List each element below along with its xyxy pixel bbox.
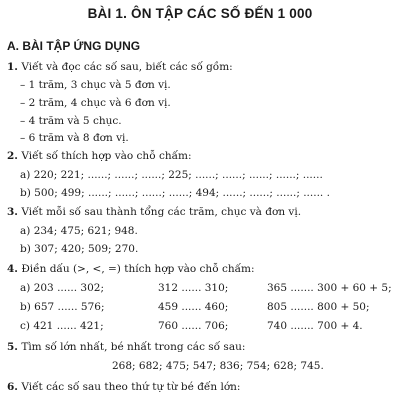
list-item: – 1 trăm, 3 chục và 5 đơn vị.	[20, 79, 171, 91]
question-4	[7, 263, 255, 275]
comparison-cell: a) 203 ...... 302;	[20, 282, 105, 294]
list-item: a) 234; 475; 621; 948.	[20, 225, 138, 237]
section-heading: A. BÀI TẬP ỨNG DỤNG	[7, 39, 141, 53]
question-text: Điền dấu (>, <, =) thích hợp vào chỗ chấm:	[21, 263, 255, 275]
list-item: b) 307; 420; 509; 270.	[20, 243, 139, 255]
question-text: Viết số thích hợp vào chỗ chấm:	[21, 150, 192, 162]
comparison-cell: 740 ....... 700 + 4.	[267, 320, 363, 332]
question-6	[7, 381, 240, 393]
list-item: b) 500; 499; ......; ......; ......; ......; 494; ......; ......; ......; ...... .	[20, 187, 330, 199]
question-number: 4.	[7, 263, 18, 275]
question-text: Tìm số lớn nhất, bé nhất trong các số sau:	[21, 341, 246, 353]
question-number: 5.	[7, 341, 18, 353]
question-5	[7, 341, 245, 353]
comparison-cell: b) 657 ...... 576;	[20, 301, 105, 313]
comparison-cell: 365 ....... 300 + 60 + 5;	[267, 282, 392, 294]
list-item: – 4 trăm và 5 chục.	[20, 115, 122, 127]
comparison-cell: 312 ...... 310;	[158, 282, 229, 294]
question-number: 2.	[7, 150, 18, 162]
question-number: 1.	[7, 61, 18, 73]
question-number: 3.	[7, 206, 18, 218]
question-text: Viết mỗi số sau thành tổng các trăm, chục và đơn vị.	[21, 206, 302, 218]
question-1	[7, 61, 233, 73]
comparison-cell: c) 421 ...... 421;	[20, 320, 104, 332]
question-text: Viết và đọc các số sau, biết các số gồm:	[21, 61, 233, 73]
comparison-cell: 760 ...... 706;	[158, 320, 229, 332]
question-number: 6.	[7, 381, 18, 393]
list-item: a) 220; 221; ......; ......; ......; 225; ......; ......; ......; ......; ......	[20, 169, 323, 181]
list-item: – 6 trăm và 8 đơn vị.	[20, 132, 129, 144]
list-item: – 2 trăm, 4 chục và 6 đơn vị.	[20, 97, 171, 109]
page-title: BÀI 1. ÔN TẬP CÁC SỐ ĐẾN 1 000	[87, 6, 313, 21]
comparison-cell: 805 ....... 800 + 50;	[267, 301, 370, 313]
comparison-cell: 459 ...... 460;	[158, 301, 229, 313]
number-list: 268; 682; 475; 547; 836; 754; 628; 745.	[112, 360, 324, 372]
question-text: Viết các số sau theo thứ tự từ bé đến lớn:	[21, 381, 241, 393]
question-2	[7, 150, 192, 162]
question-3	[7, 206, 301, 218]
